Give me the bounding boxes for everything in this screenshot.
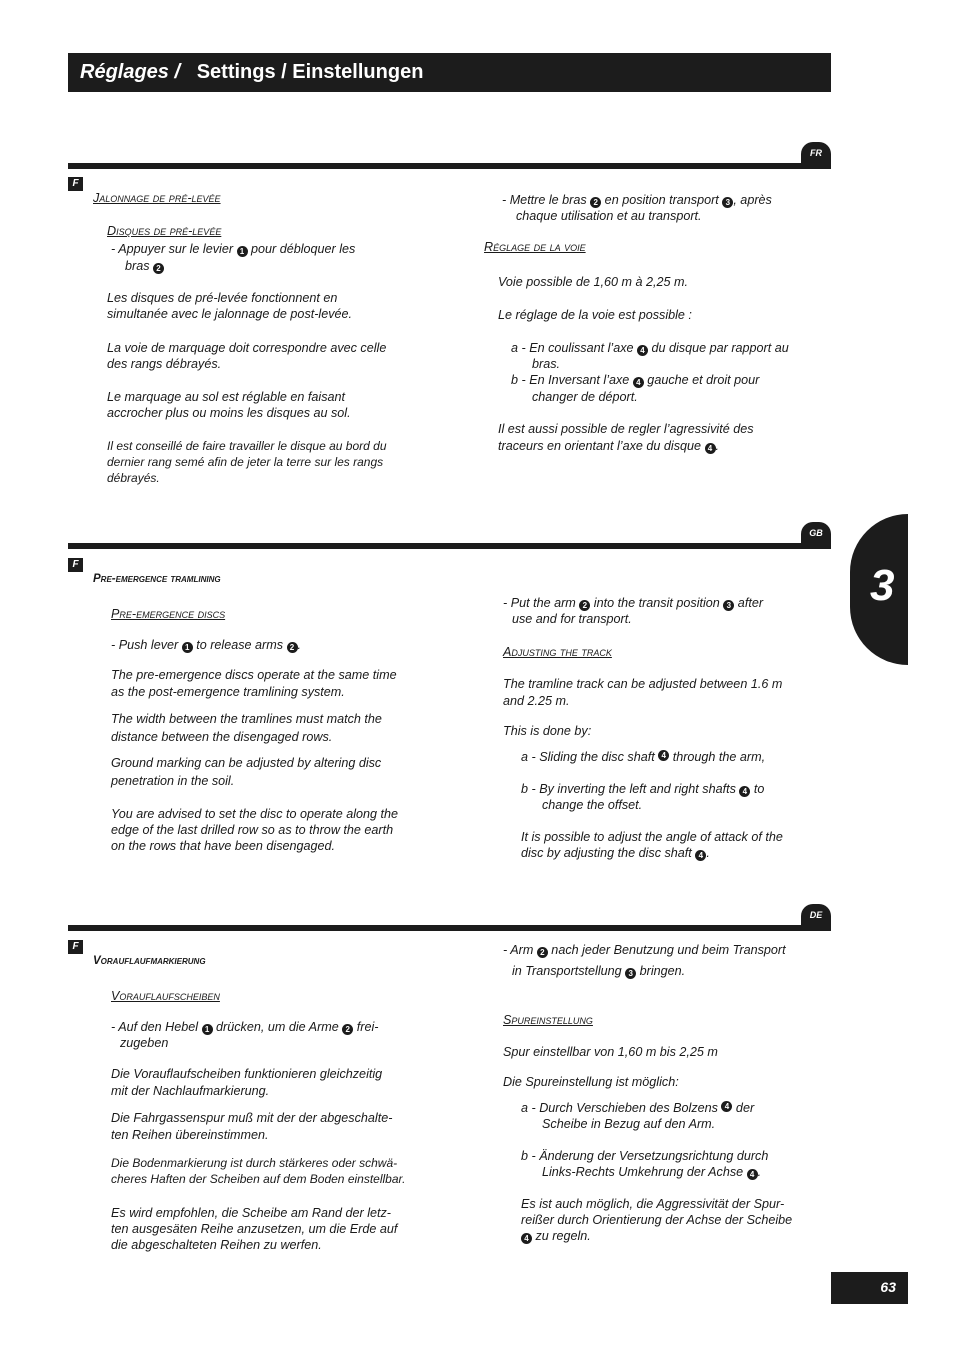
de-right-6: Scheibe in Bezug auf den Arm. <box>542 1117 716 1131</box>
gb-right-3b: and 2.25 m. <box>503 694 570 708</box>
fr-para-1b: simultanée avec le jalonnage de post-levée. <box>107 307 353 321</box>
gb-para-3b: penetration in the soil. <box>111 774 235 788</box>
heading-adjusting-track: Adjusting the track <box>503 645 612 659</box>
marker-2-icon: 2 <box>153 263 164 274</box>
de-right-10: reißer durch Orientierung der Achse der Scheibe <box>521 1213 793 1227</box>
section-rule-de <box>68 925 831 931</box>
de-right-11: 4 zu regeln. <box>521 1228 591 1244</box>
gb-step-1: - Push lever 1 to release arms 2 . <box>111 638 301 652</box>
gb-para-2b: distance between the disengaged rows. <box>111 730 333 744</box>
marker-4-icon: 4 <box>633 377 644 388</box>
lang-badge-gb: GB <box>801 522 831 546</box>
title-settings: Settings / Einstellungen <box>196 61 424 83</box>
de-right-4: Die Spureinstellung ist möglich: <box>503 1075 679 1089</box>
de-step-1: - Auf den Hebel 1 drücken, um die Arme 2 frei- <box>111 1020 379 1034</box>
de-para-3b: cheres Haften der Scheiben auf dem Boden einstellbar. <box>111 1172 406 1186</box>
fr-para-2b: des rangs débrayés. <box>107 357 222 371</box>
lang-badge-fr: FR <box>801 142 831 166</box>
gb-para-3a: Ground marking can be adjusted by altering disc <box>111 756 382 770</box>
de-para-4a: Es wird empfohlen, die Scheibe am Rand der letz- <box>111 1206 392 1220</box>
de-para-2a: Die Fahrgassenspur muß mit der der abgeschalte- <box>111 1111 393 1125</box>
gb-para-1b: as the post-emergence tramlining system. <box>111 685 345 699</box>
marker-4-icon: 4 <box>695 850 706 861</box>
subheading-disques: Disques de pré-levée <box>107 224 222 238</box>
section-rule-fr <box>68 163 831 169</box>
marker-4-icon: 4 <box>658 750 669 761</box>
fr-para-4a: Il est conseillé de faire travailler le disque au bord du <box>107 439 387 453</box>
fr-right-2: chaque utilisation et au transport. <box>516 209 702 223</box>
gb-right-7: change the offset. <box>542 798 643 812</box>
fr-right-1: - Mettre le bras 2 en position transport 3 , après <box>502 193 772 207</box>
heading-pre-emergence: Pre-emergence tramlining <box>93 573 221 585</box>
lang-badge-de: DE <box>801 904 831 928</box>
marker-4-icon: 4 <box>637 345 648 356</box>
gb-para-4a: You are advised to set the disc to operate along the <box>111 807 399 821</box>
marker-4-icon: 4 <box>705 443 716 454</box>
fr-right-3: Voie possible de 1,60 m à 2,25 m. <box>498 275 688 289</box>
de-right-2: in Transportstellung 3 bringen. <box>512 964 686 978</box>
heading-jalonnage: Jalonnage de pré-levée <box>93 191 221 205</box>
gb-right-5: a - Sliding the disc shaft 4 through the arm, <box>521 750 766 764</box>
gb-right-6: b - By inverting the left and right shafts 4 to <box>521 782 765 796</box>
fr-right-6: bras. <box>532 357 560 371</box>
marker-2-icon: 2 <box>537 947 548 958</box>
gb-para-2a: The width between the tramlines must match the <box>111 712 382 726</box>
f-box-gb: F <box>68 558 83 572</box>
fr-para-3a: Le marquage au sol est réglable en faisant <box>107 390 346 404</box>
subheading-vorauflaufscheiben: Vorauflaufscheiben <box>111 989 220 1003</box>
marker-3-icon: 3 <box>625 968 636 979</box>
page-title <box>80 58 423 86</box>
fr-right-5: a - En coulissant l’axe 4 du disque par rapport au <box>511 341 789 355</box>
marker-2-icon: 2 <box>342 1024 353 1035</box>
de-right-1: - Arm 2 nach jeder Benutzung und beim Transport <box>503 943 786 957</box>
gb-right-9: disc by adjusting the disc shaft 4 . <box>521 846 710 860</box>
fr-para-3b: accrocher plus ou moins les disques au sol. <box>107 406 351 420</box>
marker-3-icon: 3 <box>722 197 733 208</box>
marker-1-icon: 1 <box>202 1024 213 1035</box>
chapter-number: 3 <box>870 561 895 610</box>
marker-2-icon: 2 <box>287 642 298 653</box>
marker-4-icon: 4 <box>747 1169 758 1180</box>
de-para-3a: Die Bodenmarkierung ist durch stärkeres oder schwä- <box>111 1156 398 1170</box>
fr-para-4b: dernier rang semé afin de jeter la terre sur les rangs <box>107 455 384 469</box>
de-right-5: a - Durch Verschieben des Bolzens 4 der <box>521 1101 755 1115</box>
gb-para-4b: edge of the last drilled row so as to throw the earth <box>111 823 394 837</box>
marker-4-icon: 4 <box>739 786 750 797</box>
de-para-1a: Die Vorauflaufscheiben funktionieren gleichzeitig <box>111 1067 383 1081</box>
marker-1-icon: 1 <box>182 642 193 653</box>
gb-para-4c: on the rows that have been disengaged. <box>111 839 336 853</box>
title-reglages: Réglages / <box>80 61 181 83</box>
marker-3-icon: 3 <box>723 600 734 611</box>
gb-para-1a: The pre-emergence discs operate at the same time <box>111 668 397 682</box>
de-para-2b: ten Reihen übereinstimmen. <box>111 1128 269 1142</box>
marker-2-icon: 2 <box>579 600 590 611</box>
heading-spureinstellung: Spureinstellung <box>503 1013 593 1027</box>
fr-right-8: changer de déport. <box>532 390 638 404</box>
f-box-de: F <box>68 940 83 954</box>
marker-4-icon: 4 <box>721 1101 732 1112</box>
gb-right-1: - Put the arm 2 into the transit position 3 after <box>503 596 764 610</box>
fr-step-1: - Appuyer sur le levier 1 pour débloquer les <box>111 242 356 256</box>
heading-reglage-voie: Réglage de la voie <box>484 240 586 254</box>
de-step-1-cont: zugeben <box>120 1036 169 1050</box>
page-number: 63 <box>831 1272 908 1304</box>
de-right-7: b - Änderung der Versetzungsrichtung durch <box>521 1149 769 1163</box>
marker-2-icon: 2 <box>590 197 601 208</box>
gb-right-2: use and for transport. <box>512 612 632 626</box>
de-para-1b: mit der Nachlaufmarkierung. <box>111 1084 270 1098</box>
marker-1-icon: 1 <box>237 246 248 257</box>
fr-step-1-cont: bras 2 <box>125 258 164 274</box>
f-box-fr: F <box>68 177 83 191</box>
fr-right-9: Il est aussi possible de regler l’agressivité des <box>498 422 754 436</box>
de-right-8: Links-Rechts Umkehrung der Achse 4 . <box>542 1165 762 1179</box>
de-right-9: Es ist auch möglich, die Aggressivität der Spur- <box>521 1197 785 1211</box>
fr-right-4: Le réglage de la voie est possible : <box>498 308 692 322</box>
marker-4-icon: 4 <box>521 1233 532 1244</box>
subheading-pre-emergence-discs: Pre-emergence discs <box>111 607 226 621</box>
de-para-4c: die abgeschalteten Reihen zu werfen. <box>111 1238 322 1252</box>
section-rule-gb <box>68 543 831 549</box>
fr-para-2a: La voie de marquage doit correspondre avec celle <box>107 341 387 355</box>
gb-right-3a: The tramline track can be adjusted between 1.6 m <box>503 677 783 691</box>
chapter-tab <box>850 514 908 665</box>
fr-para-1a: Les disques de pré-levée fonctionnent en <box>107 291 338 305</box>
fr-para-4c: débrayés. <box>107 471 160 485</box>
fr-right-7: b - En Inversant l’axe 4 gauche et droit pour <box>511 373 760 387</box>
gb-right-4: This is done by: <box>503 724 592 738</box>
de-right-3: Spur einstellbar von 1,60 m bis 2,25 m <box>503 1045 718 1059</box>
heading-vorauflaufmarkierung: Vorauflaufmarkierung <box>93 955 206 967</box>
de-para-4b: ten ausgesäten Reihe anzusetzen, um die Erde auf <box>111 1222 398 1236</box>
fr-right-10: traceurs en orientant l’axe du disque 4 . <box>498 439 720 453</box>
gb-right-8: It is possible to adjust the angle of attack of the <box>521 830 783 844</box>
